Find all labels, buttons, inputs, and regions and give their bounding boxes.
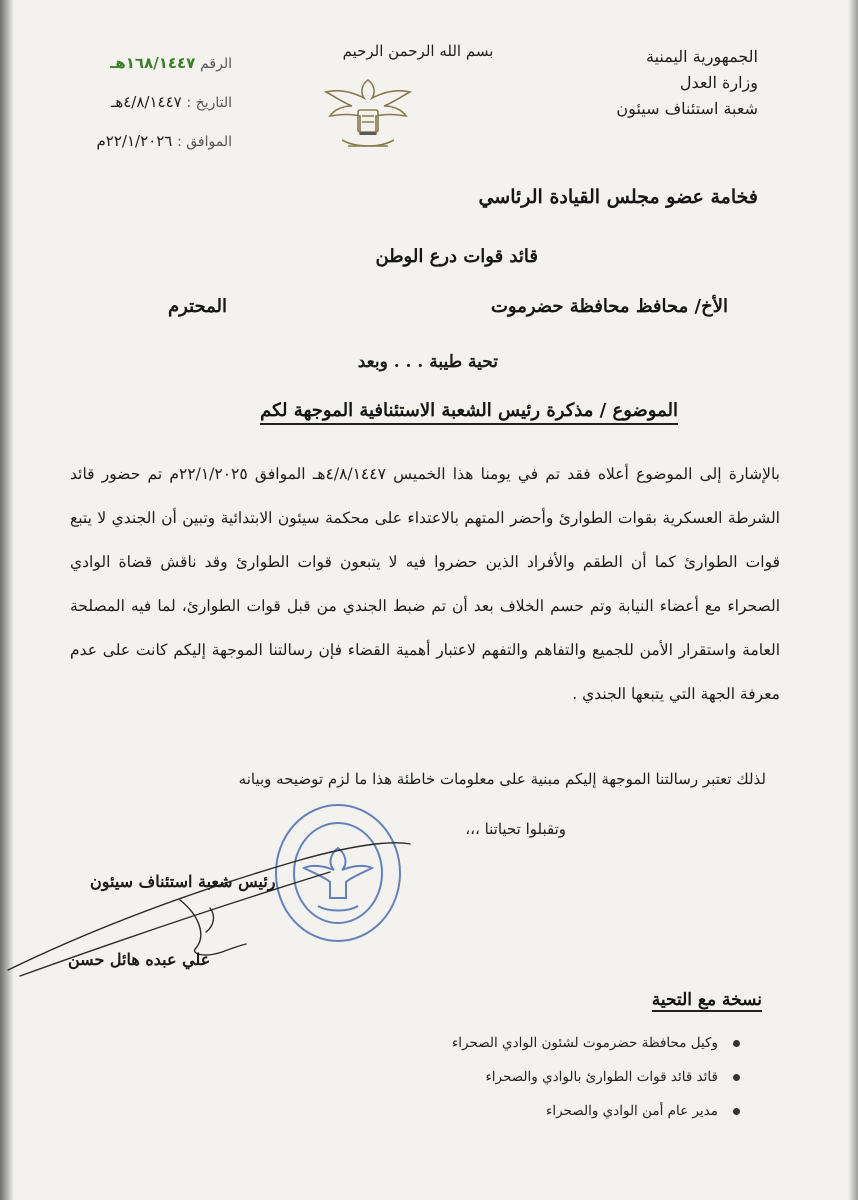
ref-label: الرقم	[200, 56, 232, 72]
addressee-governor: الأخ/ محافظ محافظة حضرموت	[490, 296, 728, 317]
ref-value: ١٦٨/١٤٤٧هـ	[110, 54, 196, 72]
gregorian-date-row	[32, 122, 232, 161]
subject-line: الموضوع / مذكرة رئيس الشعبة الاستئنافية الموجهة لكم	[260, 400, 678, 425]
greg-value: ٢٢/١/٢٠٢٦م	[96, 132, 173, 150]
letterhead-issuer	[538, 44, 758, 122]
reference-block	[32, 44, 232, 161]
reference-number-row	[32, 44, 232, 83]
list-item: قائد قائد قوات الطوارئ بالوادي والصحراء	[420, 1060, 740, 1094]
list-item: وكيل محافظة حضرموت لشئون الوادي الصحراء	[420, 1026, 740, 1060]
branch-name: شعبة استئناف سيئون	[616, 99, 758, 118]
date-value: ٤/٨/١٤٤٧هـ	[110, 93, 182, 111]
closing-statement: لذلك تعتبر رسالتنا الموجهة إليكم مبنية على معلومات خاطئة هذا ما لزم توضيحه وبيانه	[238, 770, 766, 788]
copies-list	[420, 1026, 740, 1128]
addressee-title: فخامة عضو مجلس القيادة الرئاسي	[478, 186, 758, 208]
scan-edge-shadow-right	[848, 0, 858, 1200]
bullet-icon	[733, 1108, 740, 1115]
republic-name: الجمهورية اليمنية	[645, 47, 758, 66]
letter-body	[70, 452, 780, 716]
bullet-icon	[733, 1040, 740, 1047]
greg-label: الموافق :	[177, 134, 232, 150]
addressee-governor-row	[168, 296, 728, 317]
yemen-eagle-emblem-icon	[312, 70, 424, 158]
ministry-name: وزارة العدل	[679, 73, 758, 92]
regards: وتقبلوا تحياتنا ،،،	[465, 820, 566, 838]
addressee-honorific: المحترم	[168, 296, 228, 317]
signer-name: علي عبده هائل حسن	[68, 950, 211, 969]
bullet-icon	[733, 1074, 740, 1081]
addressee-commander: قائد قوات درع الوطن	[375, 246, 538, 267]
body-paragraph: بالإشارة إلى الموضوع أعلاه فقد تم في يومنا هذا الخميس ٤/٨/١٤٤٧هـ الموافق ٢٢/١/٢٠٢٥م تم حضور قائد الشرطة العسكرية بقوات الطوارئ وأحضر المتهم بالاعتداء على محكمة سيئون الابتدائية وتبين أن الجندي لا يتبع قوات الطوارئ كما أن الطقم والأفراد الذين حضروا فيه لا يتبعون قوات الطوارئ وقد ناقش قضاة الوادي الصحراء مع أعضاء النيابة وتم حسم الخلاف بعد أن تم ضبط الجندي من قبل قوات الطوارئ، لما فيه المصلحة العامة واستقرار الأمن للجميع والتفاهم والتفهم لاعتبار أهمية القضاء فإن رسالتنا الموجهة إليكم كانت على عدم معرفة الجهة التي يتبعها الجندي .	[70, 465, 780, 703]
greeting: تحية طيبة . . . وبعد	[357, 352, 498, 372]
hijri-date-row	[32, 83, 232, 122]
basmala: بسم الله الرحمن الرحيم	[342, 42, 494, 60]
list-item: مدير عام أمن الوادي والصحراء	[420, 1094, 740, 1128]
scan-edge-shadow	[0, 0, 14, 1200]
copies-heading: نسخة مع التحية	[651, 990, 762, 1010]
signer-title: رئيس شعبة استئناف سيئون	[90, 872, 276, 891]
date-label: التاريخ :	[186, 95, 232, 111]
